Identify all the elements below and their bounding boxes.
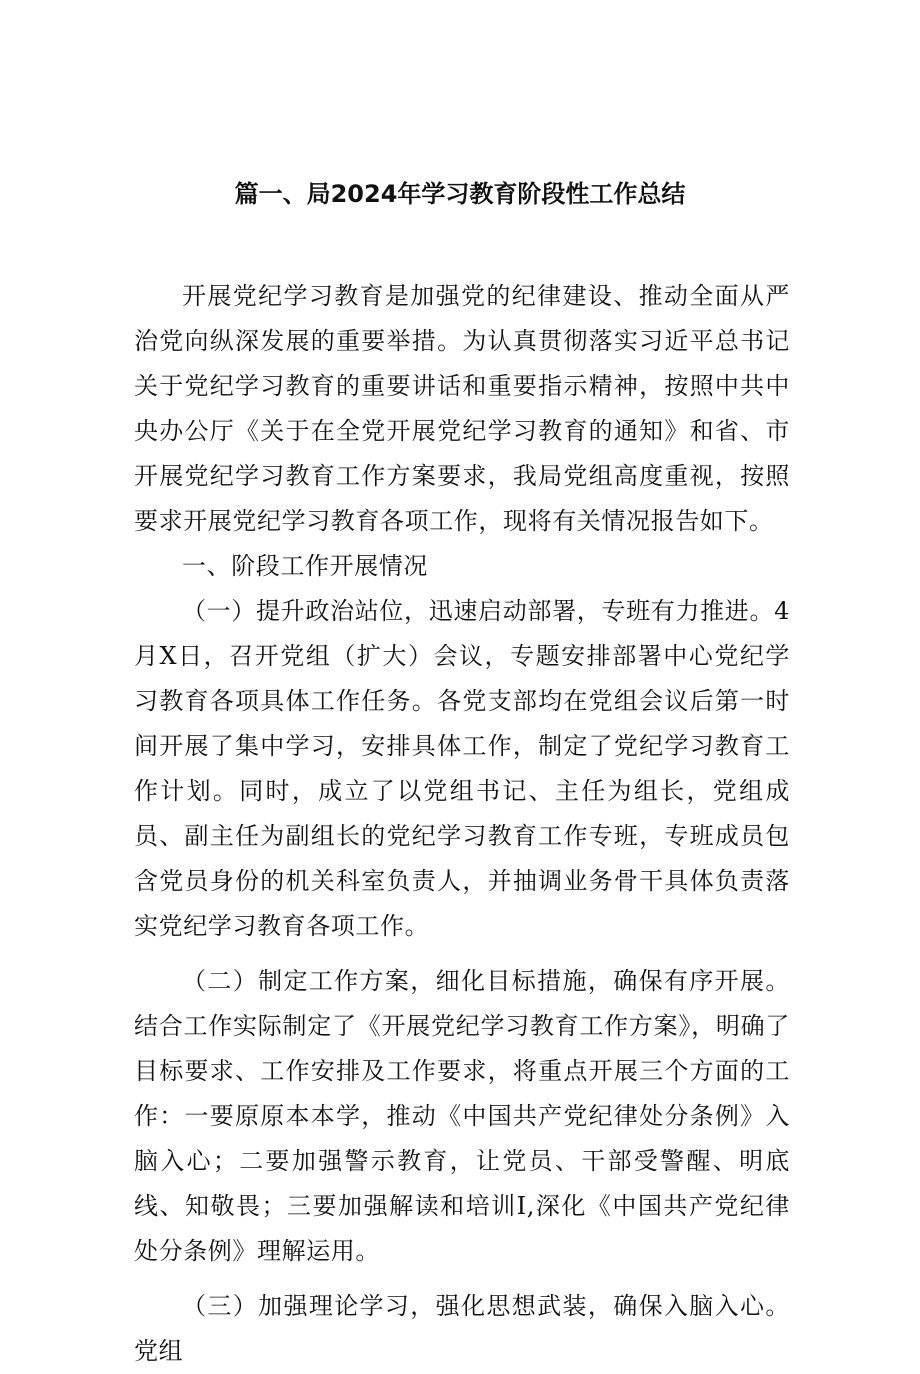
section-heading: 一、阶段工作开展情况 [182, 552, 428, 580]
paragraph-gap [134, 949, 790, 959]
paragraph-2: （二）制定工作方案，细化目标措施，确保有序开展。结合工作实际制定了《开展党纪学习教育工作方案》，明确了目标要求、工作安排及工作要求，将重点开展三个方面的工作：一要原原本本学，推动《中国共产党纪律处分条例》入脑入心；二要加强警示教育，让党员、干部受警醒、明底线、知敬畏；三要加强解读和培训I,深化《中国共产党纪律处分条例》理解运用。 [134, 967, 790, 1265]
document-title: 篇一、局2024年学习教育阶段性工作总结 [234, 180, 686, 208]
paragraph-3: （三）加强理论学习，强化思想武装，确保入脑入心。党组 [134, 1292, 790, 1365]
intro-paragraph: 开展党纪学习教育是加强党的纪律建设、推动全面从严治党向纵深发展的重要举措。为认真贯彻落实习近平总书记关于党纪学习教育的重要讲话和重要指示精神，按照中共中央办公厅《关于在全党开展党纪学习教育的通知》和省、市开展党纪学习教育工作方案要求，我局党组高度重视，按照要求开展党纪学习教育各项工作，现将有关情况报告如下。 [134, 282, 790, 535]
paragraph-1: （一）提升政治站位，迅速启动部署，专班有力推进。4月X日，召开党组（扩大）会议，专题安排部署中心党纪学习教育各项具体工作任务。各党支部均在党组会议后第一时间开展了集中学习，安排具体工作，制定了党纪学习教育工作计划。同时，成立了以党组书记、主任为组长，党组成员、副主任为副组长的党纪学习教育工作专班，专班成员包含党员身份的机关科室负责人，并抽调业务骨干具体负责落实党纪学习教育各项工作。 [134, 597, 790, 940]
document-body [134, 274, 790, 1374]
paragraph-gap [134, 1274, 790, 1284]
